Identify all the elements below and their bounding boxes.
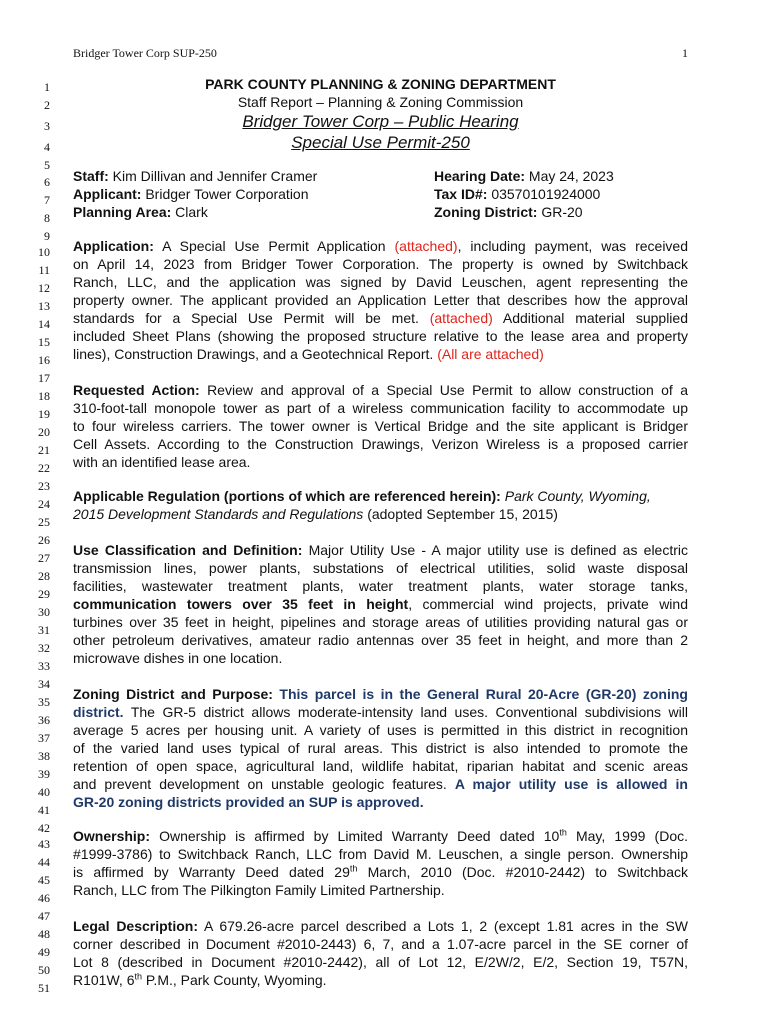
line-number: 43 xyxy=(38,837,50,851)
zoning-line: district. The GR-5 district allows moderate-intensity land uses. Conventional subdivisions will xyxy=(73,704,688,720)
hearing-date-line: Hearing Date: May 24, 2023 xyxy=(434,168,614,184)
line-number: 37 xyxy=(38,731,50,745)
page-number: 1 xyxy=(682,46,688,60)
planning-area-line: Planning Area: Clark xyxy=(73,204,208,220)
application-line: included Sheet Plans (showing the proposed structure relative to the lease area and property xyxy=(73,328,688,344)
line-number: 30 xyxy=(38,605,50,619)
regulation-paragraph: Applicable Regulation (portions of which are referenced herein): Park County, Wyoming, xyxy=(73,488,651,504)
staff-line: Staff: Kim Dillivan and Jennifer Cramer xyxy=(73,168,318,184)
line-number: 51 xyxy=(38,981,50,995)
line-number: 7 xyxy=(44,193,50,207)
legal-line: R101W, 6th P.M., Park County, Wyoming. xyxy=(73,971,327,988)
line-number: 36 xyxy=(38,713,50,727)
line-number: 38 xyxy=(38,749,50,763)
line-number: 45 xyxy=(38,873,50,887)
line-number: 10 xyxy=(38,245,50,259)
legal-line: Lot 8 (described in Document #2010-2442), all of Lot 12, E/2W/2, E/2, Section 19, T57N, xyxy=(73,954,688,970)
line-number: 46 xyxy=(38,891,50,905)
requested-line: to four wireless carriers. The tower owner is Vertical Bridge and the site applicant is Bridger xyxy=(73,418,688,434)
use-classification-paragraph: Use Classification and Definition: Major Utility Use - A major utility use is defined as electric xyxy=(73,542,688,558)
regulation-line: 2015 Development Standards and Regulations (adopted September 15, 2015) xyxy=(73,506,558,522)
zoning-paragraph: Zoning District and Purpose: This parcel is in the General Rural 20-Acre (GR-20) zoning xyxy=(73,686,688,702)
line-number: 33 xyxy=(38,659,50,673)
report-subtitle: Staff Report – Planning & Zoning Commission xyxy=(237,94,524,110)
line-number: 26 xyxy=(38,533,50,547)
requested-action-paragraph: Requested Action: Review and approval of a Special Use Permit to allow construction of a xyxy=(73,382,688,398)
line-number: 18 xyxy=(38,389,50,403)
line-number: 2 xyxy=(44,98,50,112)
requested-line: 310-foot-tall monopole tower as part of a wireless communication facility to accommodate up xyxy=(73,400,688,416)
line-number: 12 xyxy=(38,281,50,295)
line-number: 14 xyxy=(38,317,50,331)
line-number: 32 xyxy=(38,641,50,655)
line-number: 48 xyxy=(38,927,50,941)
line-number: 44 xyxy=(38,855,50,869)
use-line: turbines over 35 feet in height, pipelines and storage areas of utilities providing natural gas or xyxy=(73,614,688,630)
use-line: facilities, wastewater treatment plants, water treatment plants, water storage tanks, xyxy=(73,578,688,594)
applicant-line: Applicant: Bridger Tower Corporation xyxy=(73,186,309,202)
permit-title: Special Use Permit-250 xyxy=(291,133,470,152)
line-number: 17 xyxy=(38,371,50,385)
zoning-line: and prevent development on unstable geologic features. A major utility use is allowed in xyxy=(73,776,688,792)
line-number: 39 xyxy=(38,767,50,781)
line-number: 35 xyxy=(38,695,50,709)
line-number: 31 xyxy=(38,623,50,637)
requested-line: with an identified lease area. xyxy=(73,454,251,470)
requested-line: Cell Assets. According to the Construction Drawings, Verizon Wireless is a proposed carrier xyxy=(73,436,688,452)
line-number: 24 xyxy=(38,497,50,511)
application-paragraph: Application: A Special Use Permit Application (attached), including payment, was received xyxy=(73,238,688,254)
line-number: 13 xyxy=(38,299,50,313)
line-number: 4 xyxy=(44,140,50,154)
line-number: 3 xyxy=(44,119,50,133)
line-number: 11 xyxy=(38,263,50,277)
line-number: 42 xyxy=(38,821,50,835)
line-number: 16 xyxy=(38,353,50,367)
line-number: 41 xyxy=(38,803,50,817)
legal-description-paragraph: Legal Description: A 679.26-acre parcel described a Lots 1, 2 (except 1.81 acres in the SW xyxy=(73,918,688,934)
line-number: 21 xyxy=(38,443,50,457)
use-line: microwave dishes in one location. xyxy=(73,650,283,666)
line-number: 40 xyxy=(38,785,50,799)
zoning-line: of the varied land uses typical of rural areas. This district is also intended to promote the xyxy=(73,740,688,756)
line-number: 8 xyxy=(44,211,50,225)
ownership-line: #1999-3786) to Switchback Ranch, LLC from David M. Leuschen, a single person. Ownership xyxy=(73,846,688,862)
legal-line: corner described in Document #2010-2443) 6, 7, and a 1.07-acre parcel in the SE corner of xyxy=(73,936,688,952)
line-number: 23 xyxy=(38,479,50,493)
line-number: 49 xyxy=(38,945,50,959)
line-number: 28 xyxy=(38,569,50,583)
application-line: Ranch, LLC, and the application was signed by David Leuschen, agent representing the xyxy=(73,274,688,290)
line-number: 34 xyxy=(38,677,50,691)
line-number: 50 xyxy=(38,963,50,977)
line-number: 9 xyxy=(44,229,50,243)
use-line: other petroleum derivatives, amateur radio antennas over 35 feet in height, and more than 2 xyxy=(73,632,688,648)
running-header: Bridger Tower Corp SUP-250 xyxy=(73,46,217,60)
application-line: on April 14, 2023 from Bridger Tower Corporation. The property is owned by Switchback xyxy=(73,256,688,272)
zoning-line: GR-20 zoning districts provided an SUP is approved. xyxy=(73,794,424,810)
department-heading: PARK COUNTY PLANNING & ZONING DEPARTMENT xyxy=(205,76,556,92)
application-line: property owner. The applicant provided an Application Letter that describes how the approval xyxy=(73,292,688,308)
zoning-line: average 5 acres per housing unit. A variety of uses is permitted in this district in recognition xyxy=(73,722,688,738)
tax-id-line: Tax ID#: 03570101924000 xyxy=(434,186,601,202)
use-line: transmission lines, power plants, substations of electrical utilities, solid waste disposal xyxy=(73,560,688,576)
line-number: 47 xyxy=(38,909,50,923)
line-number: 22 xyxy=(38,461,50,475)
hearing-title: Bridger Tower Corp – Public Hearing xyxy=(242,112,519,131)
line-number: 5 xyxy=(44,158,50,172)
zoning-line: retention of open space, agricultural land, wildlife habitat, riparian habitat and scenic areas xyxy=(73,758,688,774)
zoning-district-line: Zoning District: GR-20 xyxy=(434,204,583,220)
use-line: communication towers over 35 feet in height, commercial wind projects, private wind xyxy=(73,596,688,612)
line-number: 15 xyxy=(38,335,50,349)
ownership-line: is affirmed by Warranty Deed dated 29th March, 2010 (Doc. #2010-2442) to Switchback xyxy=(73,863,688,880)
application-line: standards for a Special Use Permit will be met. (attached) Additional material supplied xyxy=(73,310,688,326)
line-number: 29 xyxy=(38,587,50,601)
application-line: lines), Construction Drawings, and a Geotechnical Report. (All are attached) xyxy=(73,346,544,362)
ownership-line: Ranch, LLC from The Pilkington Family Limited Partnership. xyxy=(73,882,445,898)
ownership-paragraph: Ownership: Ownership is affirmed by Limited Warranty Deed dated 10th May, 1999 (Doc. xyxy=(73,827,688,844)
line-number: 6 xyxy=(44,175,50,189)
line-number: 19 xyxy=(38,407,50,421)
line-number: 20 xyxy=(38,425,50,439)
line-number: 25 xyxy=(38,515,50,529)
line-number: 1 xyxy=(44,80,50,94)
line-number: 27 xyxy=(38,551,50,565)
